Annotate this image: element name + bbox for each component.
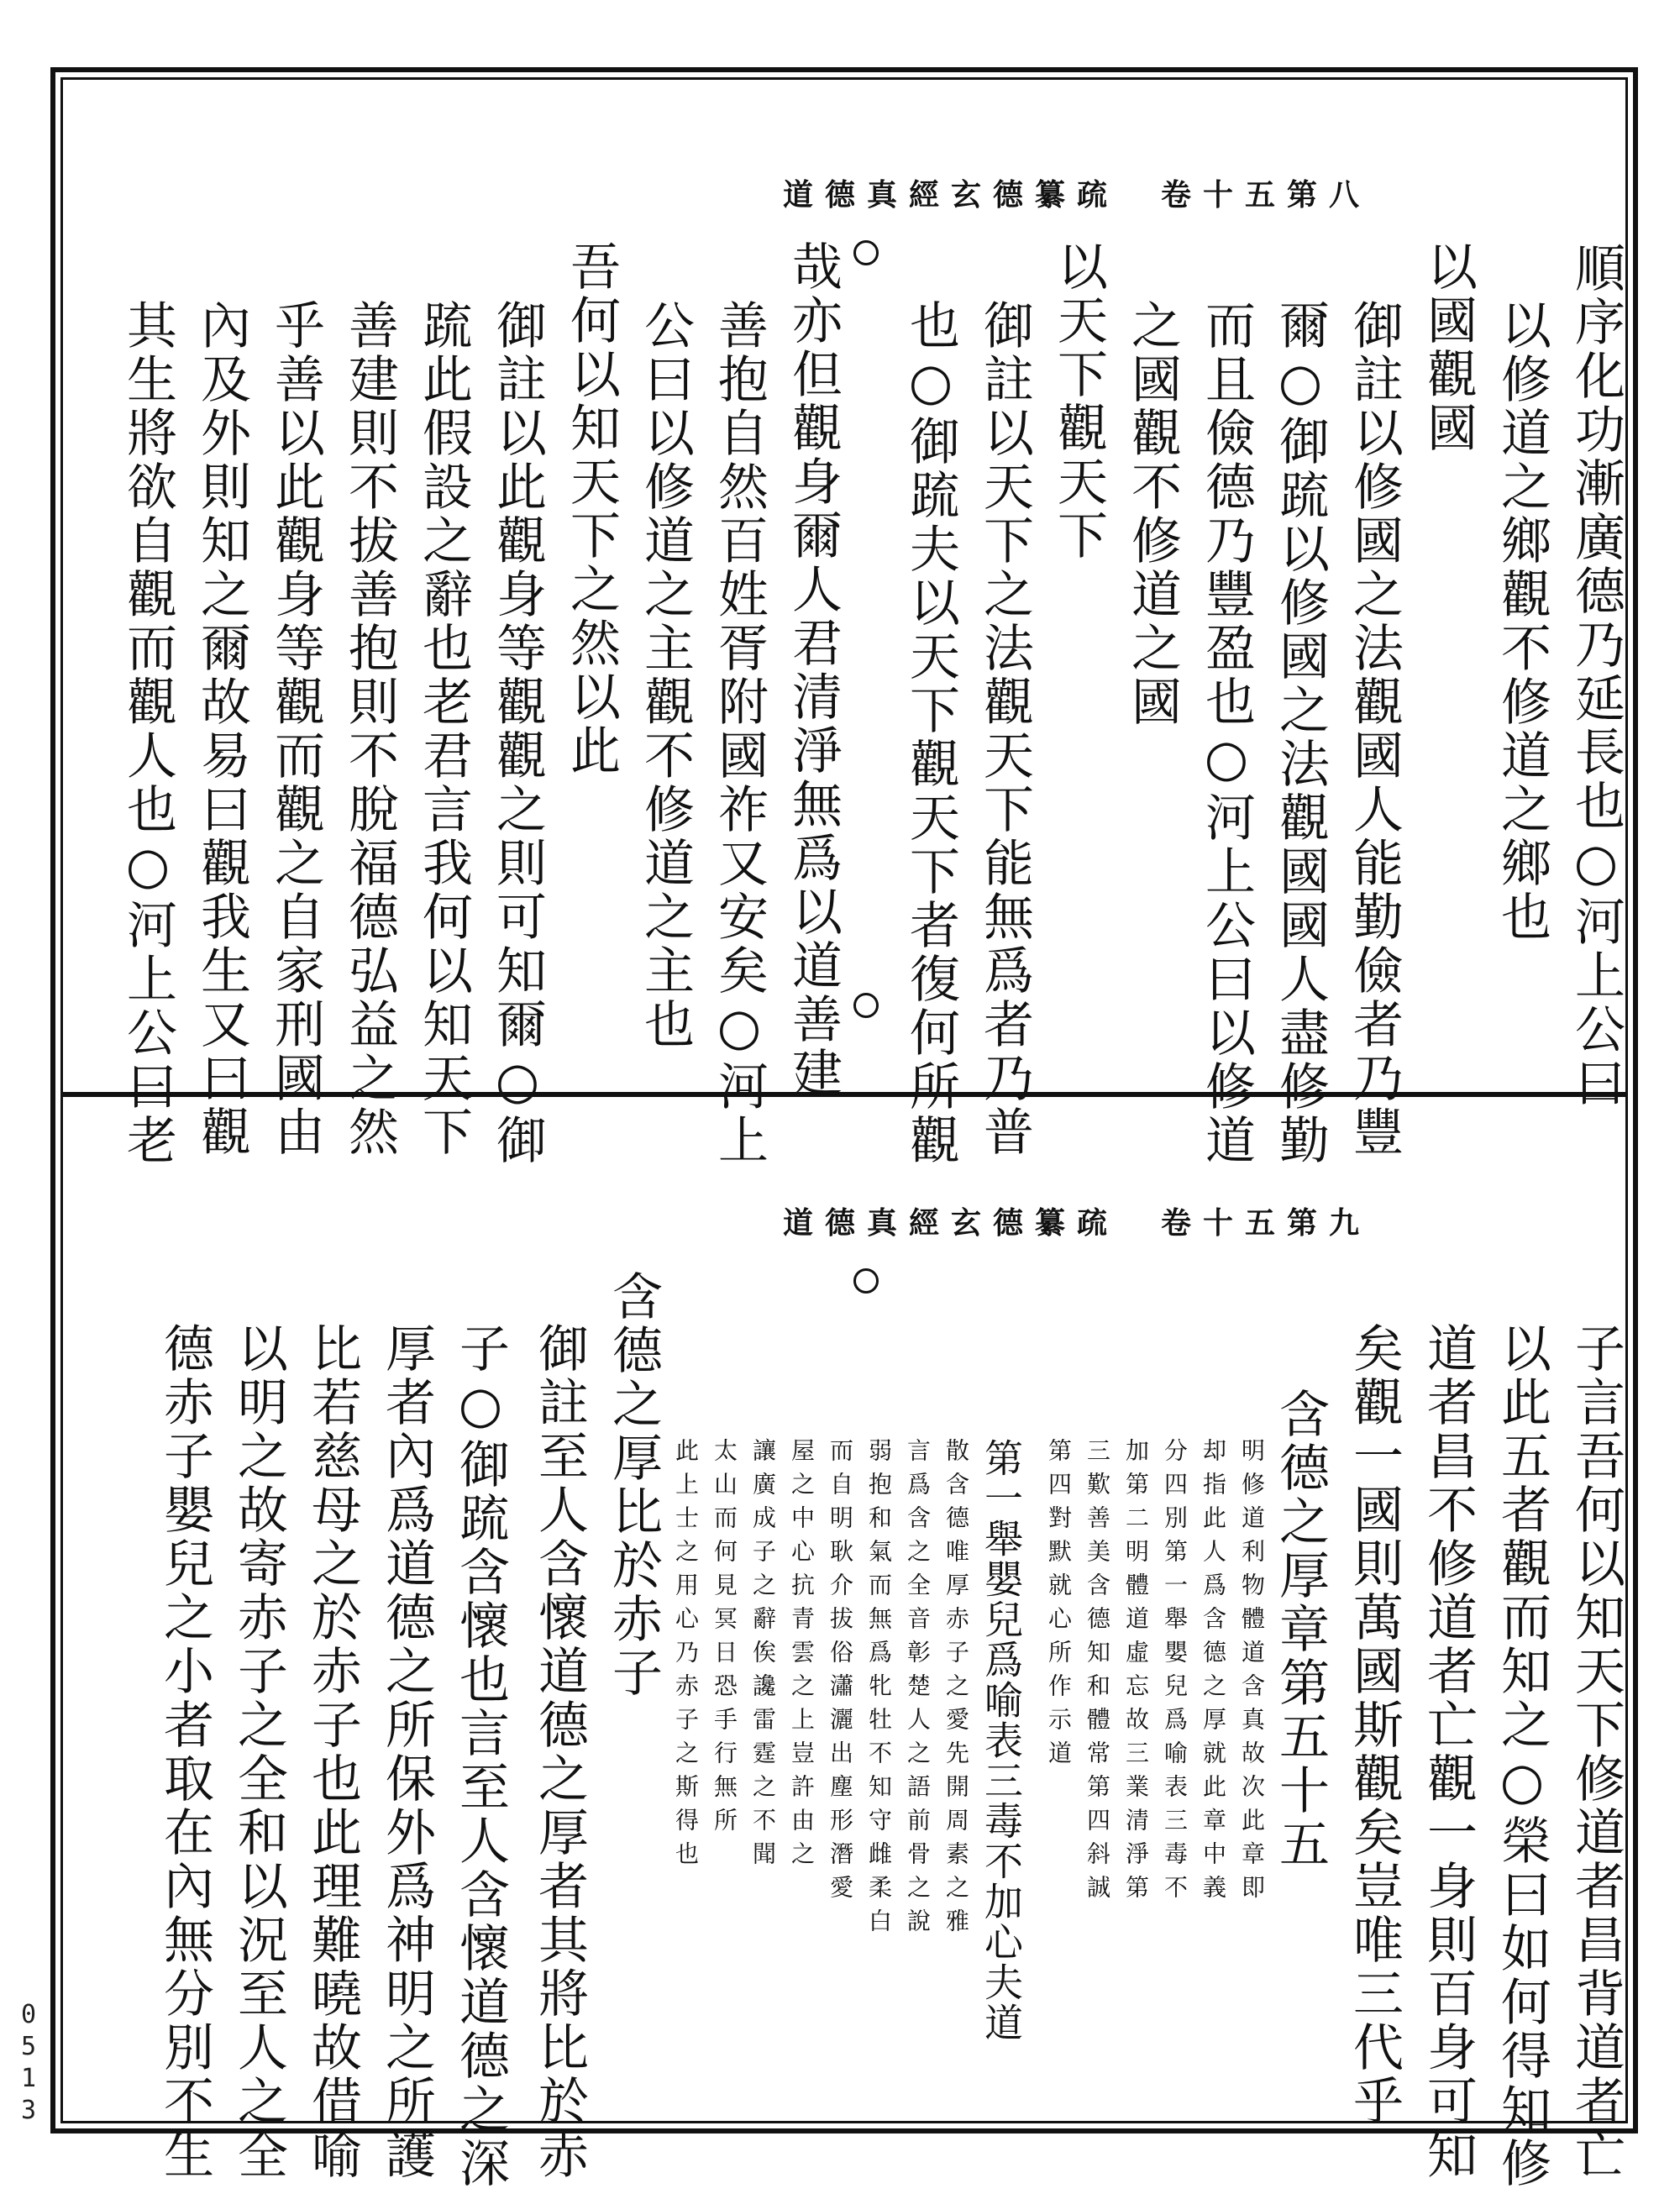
page-number: 0513 [20,2000,37,2125]
commentary-column: 却指此人爲含德之厚就此章中義 [1200,1438,1227,1908]
commentary-column: 三歎善美含德知和體常第四斜誠 [1084,1438,1111,1908]
punctuation-circle [853,993,879,1018]
bottom-page-header: 道德真經玄德纂疏 卷十五第九 [782,1205,1371,1241]
text-column: 乎善以此觀身等觀而觀之自家刑國由 [266,299,325,1159]
chapter-title: 含德之厚章第五十五 [1271,1388,1330,1871]
commentary-column: 言爲含之全音彰楚人之語前骨之說 [904,1438,932,1942]
text-column: 以修道之鄉觀不修道之鄉也 [1493,299,1551,944]
text-column: 御註以此觀身等觀觀之則可知爾○御 [488,299,547,1168]
text-column: 以天下觀天下 [1049,240,1108,563]
text-column: 內及外則知之爾故易曰觀我生又曰觀 [192,299,251,1159]
text-column: 厚者內爲道德之所保外爲神明之所護 [377,1322,436,2182]
commentary-column: 加第二明體道虛忘故三業清淨第 [1122,1438,1150,1908]
text-column: 比若慈母之於赤子也此理難曉故借喻 [303,1322,362,2182]
text-column: 之國觀不修道之國 [1123,299,1182,729]
text-column: 子○御䟽含懷也言至人含懷道德之深 [451,1322,510,2191]
text-column: 御註以天下之法觀天下能無爲者乃普 [975,299,1034,1159]
text-column: 含德之厚比於赤子 [604,1270,663,1700]
text-column: 䟽此假設之辭也老君言我何以知天下 [414,299,473,1159]
text-column: 吾何以知天下之然以此 [562,240,621,778]
text-column: 其生將欲自觀而觀人也○河上公曰老 [118,299,177,1168]
text-column: 公曰以修道之主觀不修道之主也 [636,299,695,1052]
text-column: 也○御䟽夫以天下觀天下者復何所觀 [901,299,960,1168]
commentary-column: 明修道利物體道含真故次此章即 [1238,1438,1266,1908]
text-column: 道者昌不修道者亡觀一身則百身可知 [1419,1322,1478,2182]
punctuation-circle [853,240,879,265]
text-column: 哉亦但觀身爾人君清淨無爲以道善建 [784,240,843,1100]
bottom-page [66,1102,1625,2191]
text-column: 御註以修國之法觀國人能勤儉者乃豐 [1345,299,1404,1159]
text-column: 第一舉嬰兒爲喻表三毒不加心夫道 [979,1438,1024,2043]
punctuation-circle [853,1268,879,1294]
text-column: 御註至人含懷道德之厚者其將比於赤 [530,1322,589,2182]
text-column: 德赤子嬰兒之小者取在內無分別不生 [155,1322,214,2182]
text-column: 而且儉德乃豐盈也○河上公曰以修道 [1197,299,1256,1168]
text-column: 以明之故寄赤子之全和以況至人之全 [229,1322,288,2182]
text-column: 爾○御䟽以修國之法觀國國人盡修勤 [1271,299,1330,1168]
commentary-column: 第四對默就心所作示道 [1045,1438,1073,1774]
text-column: 善建則不拔善抱則不脫福德弘益之然 [340,299,399,1159]
text-column: 矣觀一國則萬國斯觀矣豈唯三代乎 [1345,1322,1404,2128]
text-column: 以國觀國 [1419,240,1478,455]
text-column: 以此五者觀而知之○榮曰如何得知修 [1493,1322,1551,2191]
commentary-column: 弱抱和氣而無爲牝牡不知守雌柔白 [865,1438,893,1942]
text-column: 善抱自然百姓胥附國祚又安矣○河上 [710,299,769,1168]
commentary-column: 讓廣成子之辭俟讒雷霆之不聞 [749,1438,777,1875]
commentary-column: 此上士之用心乃赤子之斯得也 [672,1438,700,1875]
commentary-column: 太山而何見冥日恐手行無所 [711,1438,738,1841]
commentary-column: 散含德唯厚赤子之愛先開周素之雅 [942,1438,970,1942]
top-page [66,82,1625,1168]
text-column: 順序化功漸廣德乃延長也○河上公曰 [1567,242,1625,1110]
commentary-column: 屋之中心抗青雲之上豈許由之 [788,1438,816,1875]
commentary-column: 分四別第一舉嬰兒爲喻表三毒不 [1161,1438,1189,1908]
commentary-column: 而自明耿介拔俗瀟灑出塵形潛愛 [827,1438,854,1908]
top-page-header: 道德真經玄德纂疏 卷十五第八 [782,177,1371,213]
text-column: 子言吾何以知天下修道者昌背道者亡 [1567,1322,1625,2182]
